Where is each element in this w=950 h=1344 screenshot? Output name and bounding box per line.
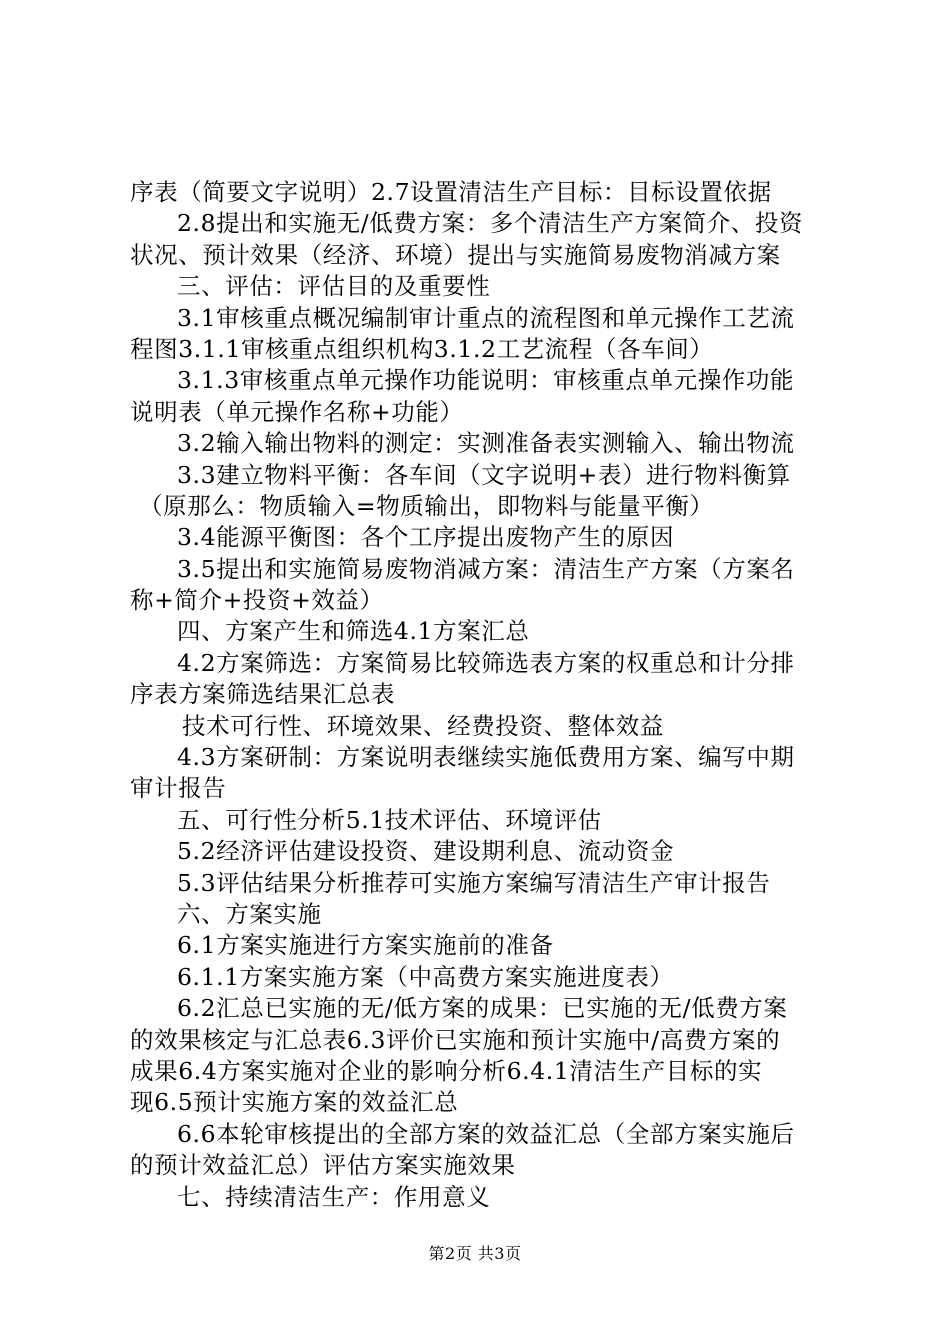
text-line: 4.2方案筛选：方案简易比较筛选表方案的权重总和计分排 (177, 648, 795, 677)
text-line: 3.1审核重点概况编制审计重点的流程图和单元操作工艺流 (177, 303, 795, 332)
section-heading: 五、可行性分析5.1技术评估、环境评估 (177, 805, 602, 834)
text-line: 6.1.1方案实施方案（中高费方案实施进度表） (177, 962, 674, 991)
text-line: 审计报告 (130, 774, 227, 803)
section-heading: 三、评估：评估目的及重要性 (177, 272, 491, 301)
text-line: 说明表（单元操作名称+功能） (130, 397, 464, 426)
text-line: 序表（简要文字说明）2.7设置清洁生产目标：目标设置依据 (130, 178, 772, 206)
text-line: 3.5提出和实施简易废物消减方案：清洁生产方案（方案名 (177, 554, 795, 583)
text-line: 5.3评估结果分析推荐可实施方案编写清洁生产审计报告 (177, 868, 771, 897)
section-heading: 四、方案产生和筛选4.1方案汇总 (177, 617, 530, 646)
section-heading: 七、持续清洁生产：作用意义 (177, 1182, 491, 1211)
text-line: 3.1.3审核重点单元操作功能说明：审核重点单元操作功能 (177, 366, 795, 395)
text-line: 成果6.4方案实施对企业的影响分析6.4.1清洁生产目标的实 (130, 1056, 763, 1085)
text-line: 称+简介+投资+效益） (130, 586, 384, 615)
text-line: 4.3方案研制：方案说明表继续实施低费用方案、编写中期 (177, 743, 795, 772)
section-heading: 六、方案实施 (177, 899, 322, 928)
text-line: 6.1方案实施进行方案实施前的准备 (177, 931, 554, 960)
text-line: 6.6本轮审核提出的全部方案的效益汇总（全部方案实施后 (177, 1119, 795, 1148)
text-line: 3.3建立物料平衡：各车间（文字说明+表）进行物料衡算 (177, 460, 791, 489)
text-line: 技术可行性、环境效果、经费投资、整体效益 (182, 711, 664, 740)
text-line: 的效果核定与汇总表6.3评价已实施和预计实施中/高费方案的 (130, 1025, 781, 1054)
page-number: 第2页 共3页 (428, 1244, 522, 1263)
text-line: 现6.5预计实施方案的效益汇总 (130, 1088, 459, 1117)
text-line: 6.2汇总已实施的无/低方案的成果：已实施的无/低费方案 (177, 994, 788, 1023)
text-line: 3.4能源平衡图：各个工序提出废物产生的原因 (177, 523, 675, 552)
text-line: 2.8提出和实施无/低费方案：多个清洁生产方案简介、投资 (177, 209, 804, 238)
text-line: 序表方案筛选结果汇总表 (130, 680, 396, 709)
text-line: 的预计效益汇总）评估方案实施效果 (130, 1151, 516, 1180)
text-line: （原那么：物质输入=物质输出，即物料与能量平衡） (139, 491, 714, 520)
text-line: 状况、预计效果（经济、环境）提出与实施简易废物消减方案 (130, 240, 781, 269)
text-line: 程图3.1.1审核重点组织机构3.1.2工艺流程（各车间） (130, 334, 714, 363)
document-body (130, 177, 840, 1213)
text-line: 5.2经济评估建设投资、建设期利息、流动资金 (177, 837, 675, 866)
text-line: 3.2输入输出物料的测定：实测准备表实测输入、输出物流 (177, 429, 795, 458)
